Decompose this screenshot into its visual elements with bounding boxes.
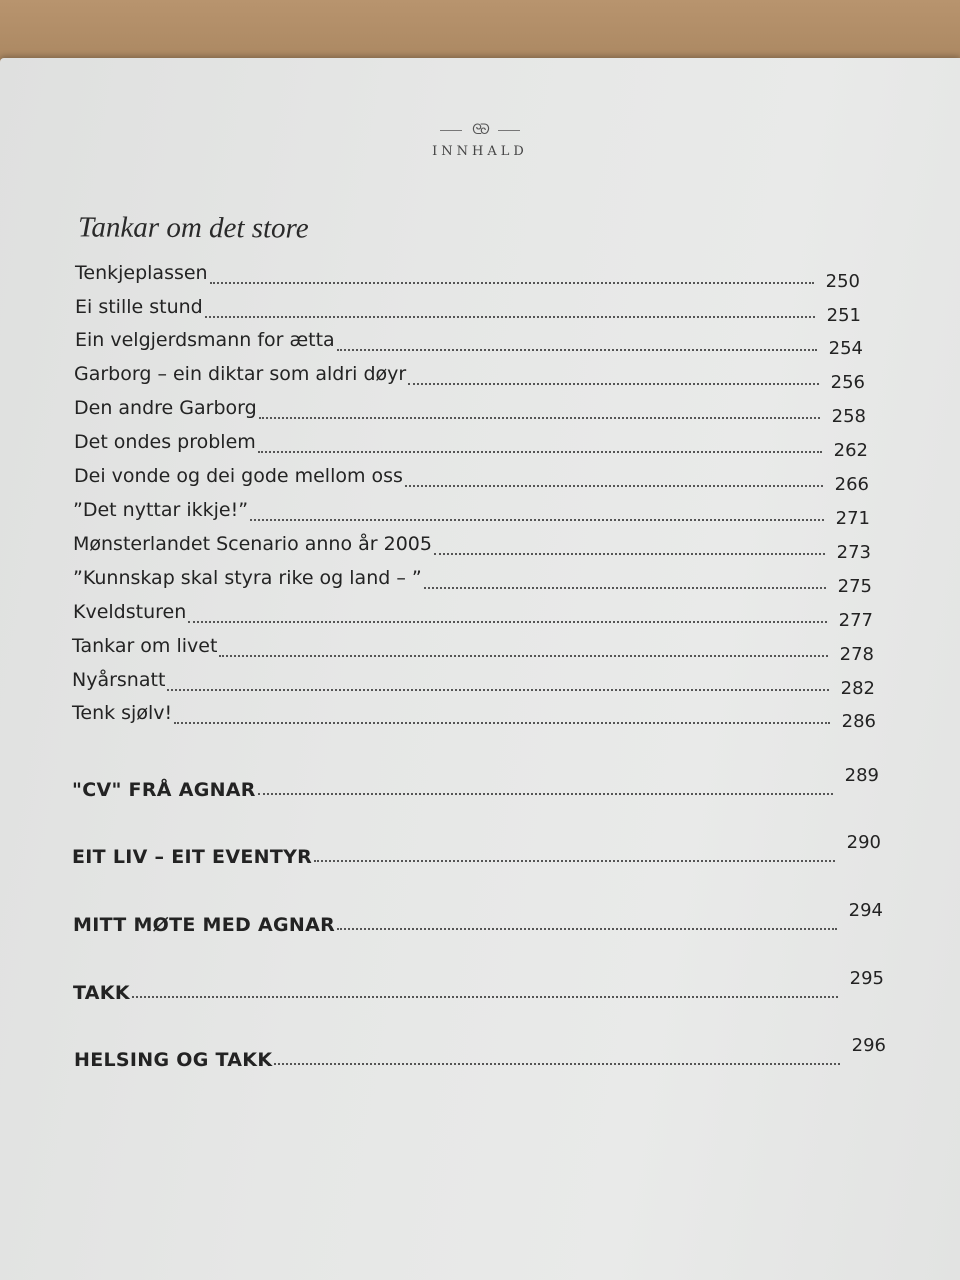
toc-entry-label: Nyårsnatt xyxy=(72,669,166,691)
toc-entry xyxy=(74,363,865,393)
dot-leader xyxy=(219,635,828,657)
dot-leader xyxy=(259,397,820,419)
toc-entry-label: Tenkjeplassen xyxy=(75,262,208,284)
running-head-label: INNHALD xyxy=(432,144,528,159)
toc-entry-page: 262 xyxy=(833,440,868,461)
toc-entry xyxy=(72,669,875,699)
dot-leader xyxy=(188,601,827,623)
toc-entry-label: Tankar om livet xyxy=(72,635,218,657)
toc-entry xyxy=(73,601,873,631)
toc-entry-page: 278 xyxy=(839,644,874,665)
dot-leader xyxy=(434,533,825,555)
dot-leader xyxy=(167,669,829,691)
toc-entry xyxy=(75,329,863,359)
toc-entry xyxy=(74,431,868,461)
dot-leader xyxy=(205,296,815,318)
toc-entry xyxy=(72,702,876,732)
dot-leader xyxy=(258,773,833,795)
toc-entry-page: 275 xyxy=(837,576,872,597)
toc-chapter-page: 290 xyxy=(846,832,881,853)
toc-entry-label: ”Det nyttar ikkje!” xyxy=(73,499,249,521)
toc-chapter xyxy=(72,765,879,811)
toc-entry-label: Tenk sjølv! xyxy=(72,702,173,724)
dot-leader xyxy=(424,567,826,589)
toc-chapter-page: 295 xyxy=(849,968,884,989)
toc-entry-label: Mønsterlandet Scenario anno år 2005 xyxy=(73,533,432,555)
toc-entry-label: Kveldsturen xyxy=(73,601,187,623)
toc-chapter xyxy=(72,832,881,878)
toc-chapter-label: EIT LIV – EIT EVENTYR xyxy=(72,846,313,868)
toc-entry-page: 273 xyxy=(836,542,871,563)
toc-chapter-label: TAKK xyxy=(73,982,130,1004)
toc-chapter-page: 296 xyxy=(851,1035,886,1056)
toc-entry-page: 258 xyxy=(831,406,866,427)
dot-leader xyxy=(337,329,817,351)
toc-entry-page: 286 xyxy=(841,711,876,732)
dot-leader xyxy=(174,702,830,724)
toc-entry-page: 266 xyxy=(834,474,869,495)
toc-entry xyxy=(73,533,871,563)
dot-leader xyxy=(405,465,823,487)
toc-entry xyxy=(74,397,866,427)
dot-leader xyxy=(337,908,837,930)
toc-entry-page: 256 xyxy=(830,372,865,393)
toc-entry-page: 250 xyxy=(825,271,860,292)
dot-leader xyxy=(210,262,814,284)
toc-entry xyxy=(75,296,861,326)
dot-leader xyxy=(274,1043,840,1065)
toc-entry xyxy=(73,567,872,597)
toc-entry-label: Garborg – ein diktar som aldri døyr xyxy=(74,363,407,385)
toc-chapter xyxy=(74,1035,886,1081)
toc-entry-label: Ein velgjerdsmann for ætta xyxy=(75,329,335,351)
toc-entry xyxy=(74,465,869,495)
dot-leader xyxy=(408,363,819,385)
dot-leader xyxy=(250,499,824,521)
dot-leader xyxy=(314,840,835,862)
toc-entry-page: 271 xyxy=(835,508,870,529)
dot-leader xyxy=(132,976,838,998)
toc-entry-label: Ei stille stund xyxy=(75,296,203,318)
toc-chapter-page: 289 xyxy=(844,765,879,786)
toc-chapter xyxy=(73,968,884,1014)
toc-chapter xyxy=(73,900,883,946)
toc-chapter-label: HELSING OG TAKK xyxy=(74,1049,273,1071)
toc-entry xyxy=(73,499,870,529)
toc-entry-page: 277 xyxy=(838,610,873,631)
toc-entry-label: Dei vonde og dei gode mellom oss xyxy=(74,465,403,487)
toc-entry xyxy=(75,262,860,292)
toc-entry-label: ”Kunnskap skal styra rike og land – ” xyxy=(73,567,422,589)
toc-entry-label: Det ondes problem xyxy=(74,431,256,453)
toc-entry-page: 282 xyxy=(840,678,875,699)
ornament-icon: ᘓᘐ xyxy=(472,122,488,138)
toc-entry-page: 251 xyxy=(826,305,861,326)
toc-entry-label: Den andre Garborg xyxy=(74,397,257,419)
toc-entry xyxy=(72,635,874,665)
toc-chapter-label: "CV" FRÅ AGNAR xyxy=(72,779,256,801)
toc-entry-page: 254 xyxy=(828,338,863,359)
section-title: Tankar om det store xyxy=(77,211,309,245)
toc-chapter-page: 294 xyxy=(848,900,883,921)
toc-chapter-label: MITT MØTE MED AGNAR xyxy=(73,914,336,936)
dot-leader xyxy=(258,431,822,453)
